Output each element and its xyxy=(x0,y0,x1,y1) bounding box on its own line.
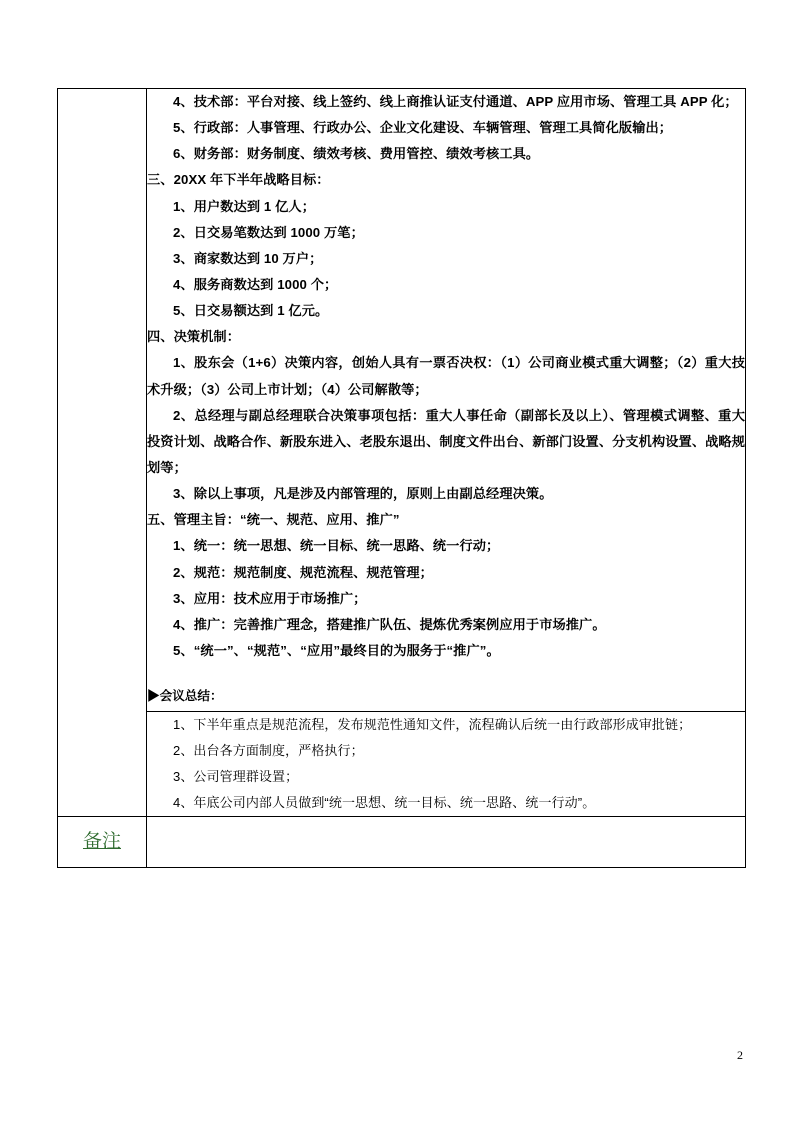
body-paragraph-admin: 5、行政部：人事管理、行政办公、企业文化建设、车辆管理、管理工具简化版输出； xyxy=(173,120,673,136)
section-three-item-4: 4、服务商数达到 1000 个； xyxy=(173,276,338,292)
section-five-item-3: 3、应用：技术应用于市场推广； xyxy=(173,590,367,606)
section-three-item-1: 1、用户数达到 1 亿人； xyxy=(173,198,315,214)
remark-label-cell: 备注 xyxy=(58,817,147,868)
summary-item-1: 1、下半年重点是规范流程，发布规范性通知文件，流程确认后统一由行政部形成审批链； xyxy=(173,717,692,733)
content-label-cell xyxy=(58,89,147,817)
section-five-title: 五、管理主旨：“统一、规范、应用、推广” xyxy=(147,512,400,528)
remark-value-cell xyxy=(147,817,746,868)
section-three-item-3: 3、商家数达到 10 万户； xyxy=(173,250,323,266)
content-body-cell xyxy=(147,89,746,817)
section-five-item-5: 5、“统一”、“规范”、“应用”最终目的为服务于“推广”。 xyxy=(173,642,500,658)
remark-row xyxy=(58,817,746,868)
page-number: 2 xyxy=(737,1048,743,1062)
summary-item-2: 2、出台各方面制度，严格执行； xyxy=(173,743,364,759)
section-five-item-1: 1、统一：统一思想、统一目标、统一思路、统一行动； xyxy=(173,538,500,554)
summary-item-3: 3、公司管理群设置； xyxy=(173,769,299,785)
section-four-item-3: 3、除以上事项，凡是涉及内部管理的，原则上由副总经理决策。 xyxy=(173,486,553,502)
body-paragraph-tech: 4、技术部：平台对接、线上签约、线上商推认证支付通道、APP 应用市场、管理工具 APP 化； xyxy=(173,94,738,109)
section-three-item-5: 5、日交易额达到 1 亿元。 xyxy=(173,303,329,319)
body-paragraph-finance: 6、财务部：财务制度、绩效考核、费用管控、绩效考核工具。 xyxy=(173,146,540,162)
section-four-item-2: 2、总经理与副总经理联合决策事项包括：重大人事任命（副部长及以上）、管理模式调整、重大投资计划、战略合作、新股东进入、老股东退出、制度文件出台、新部门设置、分支机构设置、战略规划等； xyxy=(147,407,745,475)
section-four-title: 四、决策机制： xyxy=(147,329,241,345)
content-row xyxy=(58,89,746,817)
summary-item-4: 4、年底公司内部人员做到“统一思想、统一目标、统一思路、统一行动”。 xyxy=(173,795,596,811)
meeting-minutes-table xyxy=(57,88,746,868)
section-five-item-2: 2、规范：规范制度、规范流程、规范管理； xyxy=(173,564,433,580)
section-three-item-2: 2、日交易笔数达到 1000 万笔； xyxy=(173,224,364,240)
section-three-title: 三、20XX 年下半年战略目标： xyxy=(147,172,330,188)
section-five-item-4: 4、推广：完善推广理念，搭建推广队伍、提炼优秀案例应用于市场推广。 xyxy=(173,616,606,632)
section-four-item-1: 1、股东会（1+6）决策内容，创始人具有一票否决权：（1）公司商业模式重大调整；（2）重大技术升级；（3）公司上市计划；（4）公司解散等； xyxy=(147,355,745,397)
meeting-summary-heading: ▶会议总结： xyxy=(147,670,745,712)
